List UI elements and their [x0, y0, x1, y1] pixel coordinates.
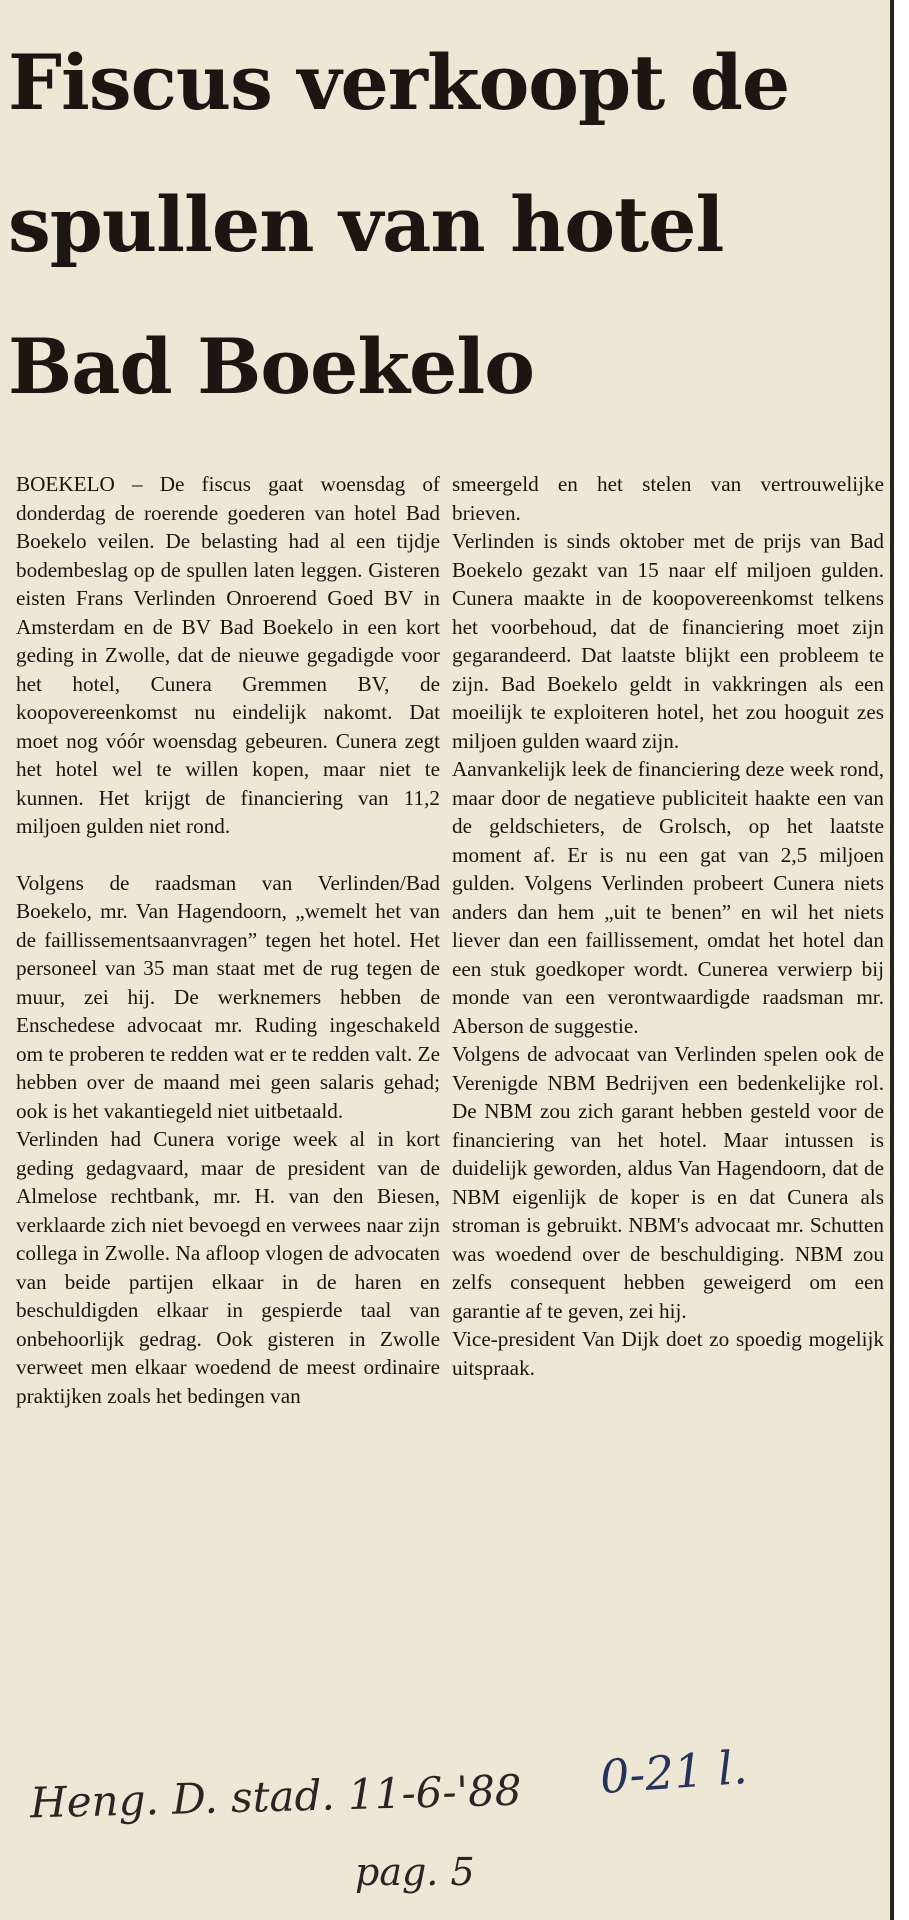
paragraph: Aanvankelijk leek de financiering deze week rond, maar door de negatieve publiciteit haakte een van de geldschieters, de Grolsch, op het laatste moment af. Er is nu een gat van 2,5 miljoen gulden. Volgens Verlinden probeert Cunera niets anders dan hem „uit te benen” en wil het niets liever dan een faillissement, omdat het hotel dan een stuk goedkoper wordt. Cunerea verwierp bij monde van een verontwaardigde raadsman mr. Aberson de suggestie. [452, 757, 884, 1038]
paragraph: smeergeld en het stelen van vertrouwelijke brieven. [452, 472, 884, 525]
paragraph: BOEKELO – De fiscus gaat woensdag of donderdag de roerende goederen van hotel Bad Boekelo veilen. De belasting had al een tijdje bodembeslag op de spullen laten leggen. Gisteren eisten Frans Verlinden Onroerend Goed BV in Amsterdam en de BV Bad Boekelo in een kort geding in Zwolle, dat de nieuwe gegadigde voor het hotel, Cunera Gremmen BV, de koopovereenkomst nu eindelijk nakomt. Dat moet nog vóór woensdag gebeuren. Cunera zegt het hotel wel te willen kopen, maar niet te kunnen. Het krijgt de financiering van 11,2 miljoen gulden niet rond. [16, 472, 440, 838]
paragraph: Volgens de advocaat van Verlinden spelen ook de Verenigde NBM Bedrijven een bedenkelijke rol. De NBM zou zich garant hebben gesteld voor de financiering van het hotel. Maar intussen is duidelijk geworden, aldus Van Hagendoorn, dat de NBM eigenlijk de koper is en dat Cunera als stroman is gebruikt. NBM's advocaat mr. Schutten was woedend over de beschuldiging. NBM zou zelfs consequent hebben geweigerd om een garantie af te geven, zei hij. [452, 1042, 884, 1323]
paragraph: Vice-president Van Dijk doet zo spoedig mogelijk uitspraak. [452, 1327, 884, 1380]
handwritten-page-note: pag. 5 [355, 1850, 475, 1894]
article-column-left [16, 470, 440, 1410]
paragraph: Volgens de raadsman van Verlinden/Bad Boekelo, mr. Van Hagendoorn, „wemelt het van de faillissementsaanvragen” tegen het hotel. Het personeel van 35 man staat met de rug tegen de muur, zei hij. De werknemers hebben de Enschedese advocaat mr. Ruding ingeschakeld om te proberen te redden wat er te redden valt. Ze hebben over de maand mei geen salaris gehad; ook is het vakantiegeld niet uitbetaald. [16, 870, 440, 1123]
handwritten-source-note: Heng. D. stad. 11-6-'88 [29, 1765, 523, 1828]
article-column-right [452, 470, 884, 1382]
headline: Fiscus verkoopt de spullen van hotel Bad Boekelo [8, 38, 790, 411]
paragraph: Verlinden had Cunera vorige week al in kort geding gedagvaard, maar de president van de Almelose rechtbank, mr. H. van den Biesen, verklaarde zich niet bevoegd en verwees naar zijn collega in Zwolle. Na afloop vlogen de advocaten van beide partijen elkaar in de haren en beschuldigden elkaar in gespierde taal van onbehoorlijk gedrag. Ook gisteren in Zwolle verweet men elkaar woedend de meest ordinaire praktijken zoals het bedingen van [16, 1127, 440, 1408]
clipping-edge [890, 0, 894, 1920]
paragraph: Verlinden is sinds oktober met de prijs van Bad Boekelo gezakt van 15 naar elf miljoen gulden. Cunera maakte in de koopovereenkomst telkens het voorbehoud, dat de financiering moet zijn gegarandeerd. Dat laatste blijkt een probleem te zijn. Bad Boekelo geldt in vakkringen als een moeilijk te exploiteren hotel, het zou hooguit zes miljoen gulden waard zijn. [452, 529, 884, 753]
handwritten-archive-code: 0-21 l. [598, 1739, 750, 1805]
